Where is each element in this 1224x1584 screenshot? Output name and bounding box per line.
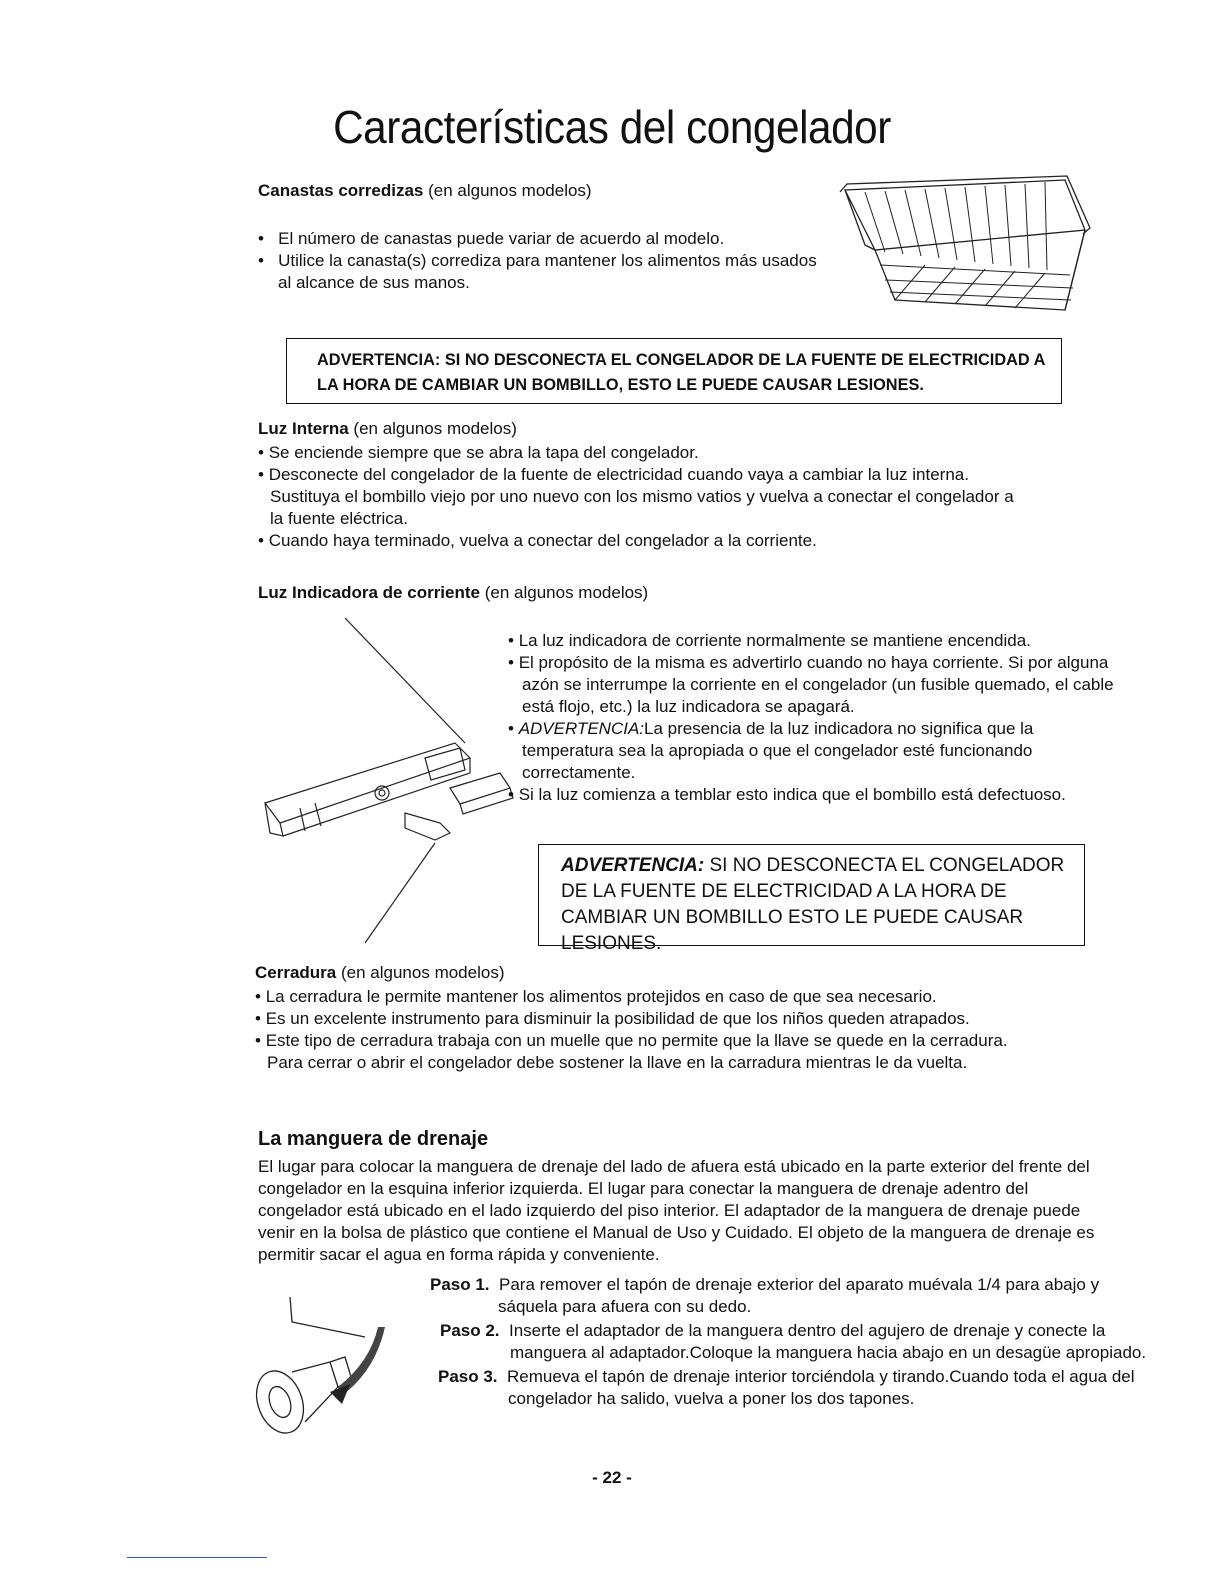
wire-basket-illustration bbox=[835, 170, 1095, 320]
warning-1-label: ADVERTENCIA: bbox=[317, 350, 441, 369]
lock-heading-line bbox=[255, 962, 504, 984]
power-light-heading: Luz Indicadora de corriente bbox=[258, 583, 480, 602]
baskets-heading-note: (en algunos modelos) bbox=[428, 181, 592, 200]
lock-heading: Cerradura bbox=[255, 963, 337, 982]
list-item: • Se enciende siempre que se abra la tapa del congelador. bbox=[258, 443, 699, 462]
list-item: • ADVERTENCIA:La presencia de la luz indicadora no significa que la temperatura sea la apropiada o que el congelador esté funcionando correctamente. bbox=[508, 719, 1034, 782]
drain-steps bbox=[430, 1274, 1147, 1410]
interior-light-heading-line bbox=[258, 418, 517, 440]
power-light-heading-line bbox=[258, 582, 648, 604]
page-title: Características del congelador bbox=[333, 101, 891, 153]
step-label: Paso 2. bbox=[440, 1321, 500, 1340]
list-item: • Es un excelente instrumento para disminuir la posibilidad de que los niños queden atrapados. bbox=[255, 1009, 970, 1028]
drain-plug-illustration bbox=[250, 1292, 410, 1442]
list-item: • Utilice la canasta(s) corrediza para mantener los alimentos más usados al alcance de sus manos. bbox=[258, 251, 817, 292]
power-light-list bbox=[508, 630, 1118, 806]
drain-step-2: Paso 2. Inserte el adaptador de la manguera dentro del agujero de drenaje y conecte la manguera al adaptador.Coloque la manguera hacia abajo en un desagüe apropiado. bbox=[440, 1321, 1147, 1362]
baskets-heading-line bbox=[258, 180, 592, 202]
step-label: Paso 1. bbox=[430, 1275, 490, 1294]
page-number: - 22 - bbox=[592, 1468, 632, 1487]
list-item: • El número de canastas puede variar de acuerdo al modelo. bbox=[258, 229, 725, 248]
list-item: • Si la luz comienza a temblar esto indica que el bombillo está defectuoso. bbox=[508, 785, 1066, 804]
warning-2-label: ADVERTENCIA: bbox=[561, 855, 705, 876]
warning-1-text: ADVERTENCIA: SI NO DESCONECTA EL CONGELADOR DE LA FUENTE DE ELECTRICIDAD A LA HORA DE CAMBIAR UN BOMBILLO, ESTO LE PUEDE CAUSAR LESIONES. bbox=[317, 350, 1045, 394]
footnote-rule bbox=[127, 1557, 267, 1558]
drain-paragraph: El lugar para colocar la manguera de drenaje del lado de afuera está ubicado en la parte exterior del frente del congelador en la esquina inferior izquierda. El lugar para conectar la manguera de drenaje adentro del congelador está ubicado en el lado izquierdo del piso interior. El adaptador de la manguera de drenaje puede venir en la bolsa de plástico que contiene el Manual de Uso y Cuidado. El objeto de la manguera de drenaje es permitir sacar el agua en forma rápida y conveniente. bbox=[258, 1157, 1095, 1264]
drain-step-3: Paso 3. Remueva el tapón de drenaje interior torciéndola y tirando.Cuando toda el agua del congelador ha salido, vuelva a poner los dos tapones. bbox=[438, 1367, 1135, 1408]
list-item: • La luz indicadora de corriente normalmente se mantiene encendida. bbox=[508, 631, 1031, 650]
warning-box-1 bbox=[286, 338, 1062, 404]
interior-light-heading: Luz Interna bbox=[258, 419, 349, 438]
step-label: Paso 3. bbox=[438, 1367, 498, 1386]
list-item: • El propósito de la misma es advertirlo cuando no haya corriente. Si por alguna azón se interrumpe la corriente en el congelador (un fusible quemado, el cable está flojo, etc.) la luz indicadora se apagará. bbox=[508, 653, 1114, 716]
lock-heading-note: (en algunos modelos) bbox=[341, 963, 505, 982]
list-item: • Desconecte del congelador de la fuente de electricidad cuando vaya a cambiar la luz interna. Sustituya el bombillo viejo por uno nuevo con los mismo vatios y vuelva a conectar el congelador a la fuente eléctrica. bbox=[258, 465, 1014, 528]
interior-light-heading-note: (en algunos modelos) bbox=[353, 419, 517, 438]
power-light-heading-note: (en algunos modelos) bbox=[484, 583, 649, 602]
list-item: • La cerradura le permite mantener los alimentos protejidos en caso de que sea necesario. bbox=[255, 987, 937, 1006]
baskets-list bbox=[258, 228, 818, 294]
list-item: • Cuando haya terminado, vuelva a conectar del congelador a la corriente. bbox=[258, 531, 817, 550]
inline-warning-label: ADVERTENCIA: bbox=[518, 719, 645, 738]
drain-heading: La manguera de drenaje bbox=[258, 1128, 489, 1150]
warning-box-2 bbox=[538, 844, 1085, 954]
interior-light-list bbox=[258, 442, 1018, 552]
list-item: • Este tipo de cerradura trabaja con un muelle que no permite que la llave se quede en la cerradura. Para cerrar o abrir el congelador debe sostener la llave en la carradura mientras le da vuelta. bbox=[255, 1031, 1008, 1072]
lock-list bbox=[255, 986, 1055, 1074]
drain-step-1: Paso 1. Para remover el tapón de drenaje exterior del aparato muévala 1/4 para abajo y sáquela para afuera con su dedo. bbox=[430, 1275, 1100, 1316]
power-light-illustration bbox=[255, 618, 525, 948]
baskets-heading: Canastas corredizas bbox=[258, 181, 424, 200]
warning-2-text: ADVERTENCIA: SI NO DESCONECTA EL CONGELADOR DE LA FUENTE DE ELECTRICIDAD A LA HORA DE CAMBIAR UN BOMBILLO ESTO LE PUEDE CAUSAR LESIONES. bbox=[561, 855, 1065, 954]
